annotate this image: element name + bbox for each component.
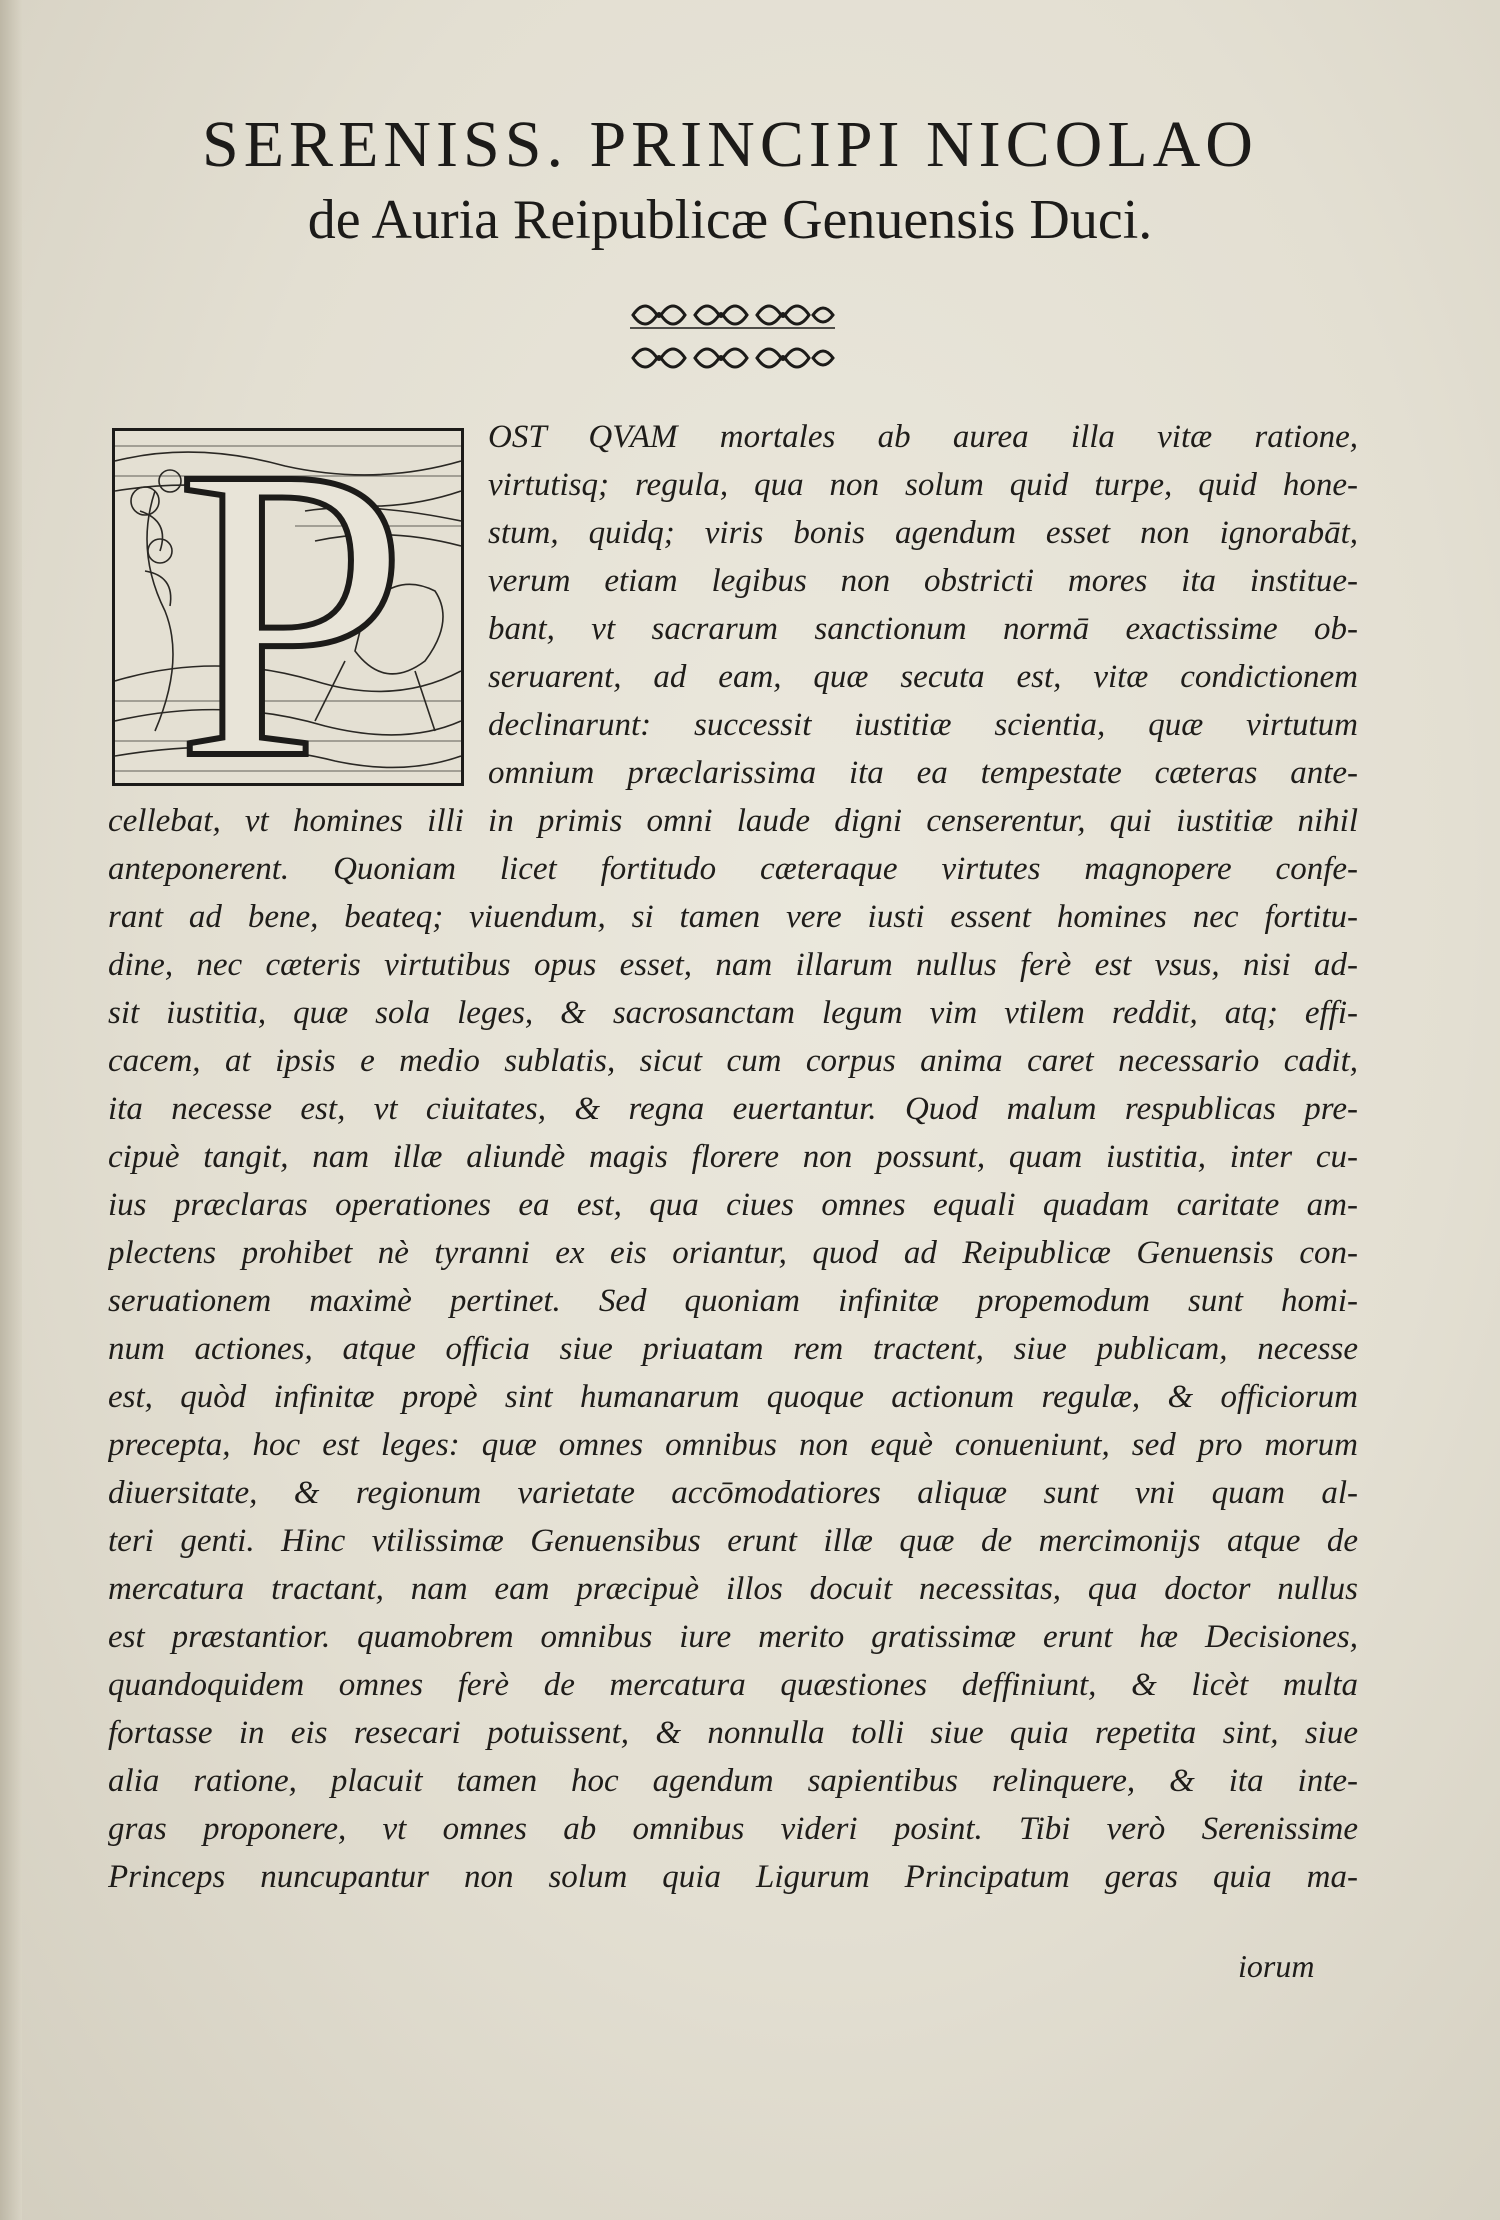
heading-line-2: de Auria Reipublicæ Genuensis Duci. [307,189,1153,251]
text-line: declinarunt: successit iustitiæ scientia, quæ virtutum [488,707,1358,743]
drop-cap-letter: P [175,428,409,786]
text-line: verum etiam legibus non obstricti mores ita institue- [488,563,1358,599]
text-line: diuersitate, & regionum varietate accōmodatiores aliquæ sunt vni quam al- [108,1475,1358,1511]
text-line: precepta, hoc est leges: quæ omnes omnibus non equè conueniunt, sed pro morum [108,1427,1358,1463]
text-line: quandoquidem omnes ferè de mercatura quæstiones deffiniunt, & licèt multa [108,1667,1358,1703]
text-line: dine, nec cæteris virtutibus opus esset, nam illarum nullus ferè est vsus, nisi ad- [108,947,1358,983]
text-line: seruarent, ad eam, quæ secuta est, vitæ condictionem [488,659,1358,695]
text-line: num actiones, atque officia siue priuatam rem tractent, siue publicam, necesse [108,1331,1358,1367]
text-line: cellebat, vt homines illi in primis omni laude digni censerentur, qui iustitiæ nihil [108,803,1358,839]
woodcut-initial-icon [112,428,464,786]
text-line: sit iustitia, quæ sola leges, & sacrosanctam legum vim vtilem reddit, atq; effi- [108,995,1358,1031]
text-line: ita necesse est, vt ciuitates, & regna euertantur. Quod malum respublicas pre- [108,1091,1358,1127]
text-line: omnium præclarissima ita ea tempestate cæteras ante- [488,755,1358,791]
dedication-heading [90,105,1370,255]
heading-line-1: SERENISS. PRINCIPI NICOLAO [202,108,1258,181]
page-gutter-edge [0,0,22,2220]
text-line: Princeps nuncupantur non solum quia Ligurum Principatum geras quia ma- [108,1859,1358,1895]
text-line: bant, vt sacrarum sanctionum normā exactissime ob- [488,611,1358,647]
text-line: rant ad bene, beateq; viuendum, si tamen vere iusti essent homines nec fortitu- [108,899,1358,935]
fleuron-ornament-icon [625,290,840,385]
text-line: virtutisq; regula, qua non solum quid turpe, quid hone- [488,467,1358,503]
text-line: seruationem maximè pertinet. Sed quoniam infinitæ propemodum sunt homi- [108,1283,1358,1319]
text-line: plectens prohibet nè tyranni ex eis oriantur, quod ad Reipublicæ Genuensis con- [108,1235,1358,1271]
text-line: fortasse in eis resecari potuissent, & nonnulla tolli siue quia repetita sint, siue [108,1715,1358,1751]
text-line: gras proponere, vt omnes ab omnibus videri posint. Tibi verò Serenissime [108,1811,1358,1847]
text-line: est, quòd infinitæ propè sint humanarum quoque actionum regulæ, & officiorum [108,1379,1358,1415]
text-line: est præstantior. quamobrem omnibus iure merito gratissimæ erunt hæ Decisiones, [108,1619,1358,1655]
text-line: cacem, at ipsis e medio sublatis, sicut cum corpus anima caret necessario cadit, [108,1043,1358,1079]
text-line: cipuè tangit, nam illæ aliundè magis florere non possunt, quam iustitia, inter cu- [108,1139,1358,1175]
text-line: mercatura tractant, nam eam præcipuè illos docuit necessitas, qua doctor nullus [108,1571,1358,1607]
text-line: teri genti. Hinc vtilissimæ Genuensibus erunt illæ quæ de mercimonijs atque de [108,1523,1358,1559]
text-line: OST QVAM mortales ab aurea illa vitæ ratione, [488,419,1358,455]
text-line: stum, quidq; viris bonis agendum esset non ignorabāt, [488,515,1358,551]
text-line: alia ratione, placuit tamen hoc agendum sapientibus relinquere, & ita inte- [108,1763,1358,1799]
text-line: ius præclaras operationes ea est, qua ciues omnes equali quadam caritate am- [108,1187,1358,1223]
catchword: iorum [1238,1948,1315,1984]
text-line: anteponerent. Quoniam licet fortitudo cæteraque virtutes magnopere confe- [108,851,1358,887]
